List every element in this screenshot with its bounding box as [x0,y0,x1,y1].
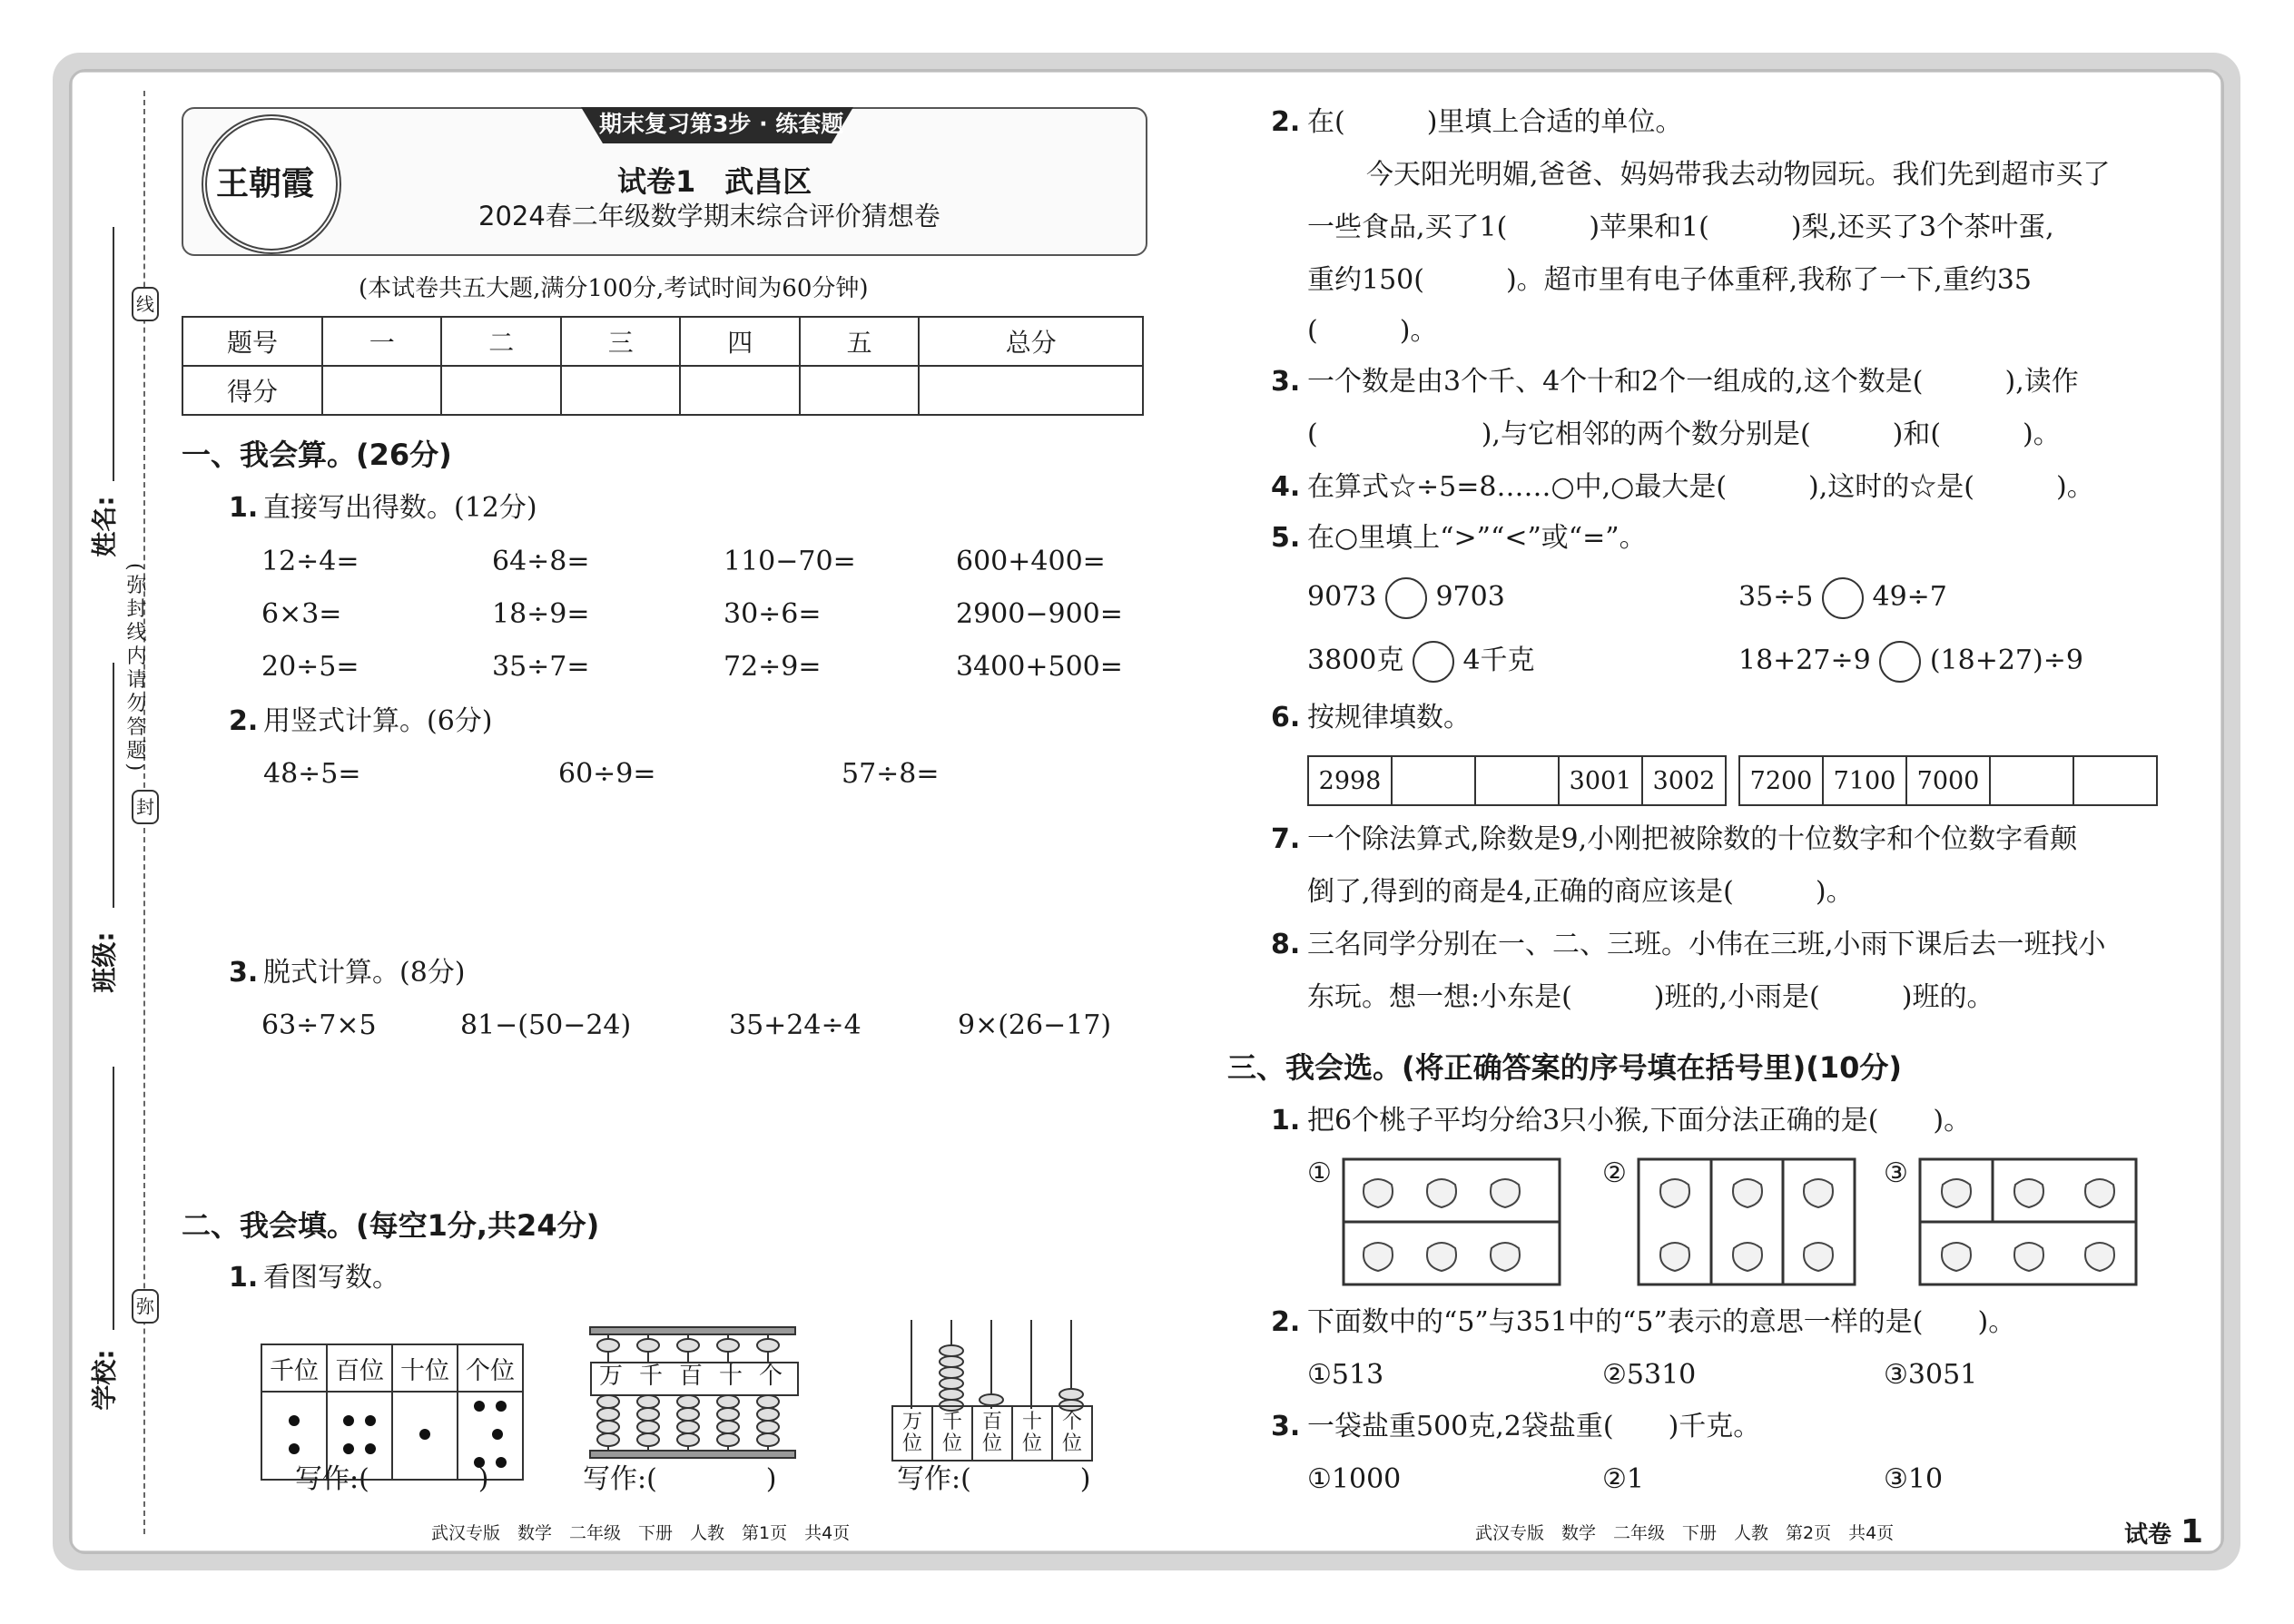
binding-tag-feng: 封 [132,790,159,824]
option-label[interactable]: ③10 [1884,1463,1944,1495]
write-answer-2[interactable]: 写作:( ) [583,1463,777,1495]
counter-dot [419,1429,430,1440]
place-value-header-row [261,1344,523,1392]
compare-left: 3800克 [1307,645,1404,676]
s2-q8-line: 三名同学分别在一、二、三班。小伟在三班,小雨下课后去一班找小 [1307,929,2106,960]
option-label[interactable]: ③ [1884,1157,1908,1189]
s2-q2-text: 在( )里填上合适的单位。 [1307,106,1683,138]
calc-item: 20÷5= [261,651,359,683]
score-cell: 得分 [182,366,322,415]
calc-item: 12÷4= [261,546,359,577]
s2-q4-num: 4. [1271,471,1301,503]
calc-item: 18÷9= [492,598,590,630]
compare-circle[interactable] [1385,577,1427,619]
sequence-cell: 7200 [1739,756,1823,805]
score-input[interactable] [680,366,799,415]
s2-q5-text: 在○里填上“>”“<”或“=”。 [1307,522,1647,554]
peach-option-3 [1918,1157,2138,1286]
counter-dot [343,1443,354,1454]
sequence-blank[interactable] [1392,756,1475,805]
place-header: 个位 [458,1344,523,1392]
peach-option-1 [1342,1157,1561,1286]
s2-q7-line: 倒了,得到的商是4,正确的商应该是( )。 [1307,876,1854,908]
peach-option-2 [1637,1157,1856,1286]
s2-q8-line: 东玩。想一想:小东是( )班的,小雨是( )班的。 [1307,981,1994,1013]
abacus-2-label: 千位 [932,1406,972,1461]
abacus-2-label-row [892,1406,1092,1461]
section2-title: 二、我会填。(每空1分,共24分) [182,1208,600,1243]
score-cell: 五 [800,317,919,366]
s2-q6-text: 按规律填数。 [1307,702,1471,733]
counter-dot [343,1415,354,1426]
compare-circle[interactable] [1822,577,1864,619]
abacus-1-label: 十 [719,1363,743,1390]
step-calc-item: 81−(50−24) [460,1009,632,1041]
s2-q7-line: 一个除法算式,除数是9,小刚把被除数的十位数字和个位数字看颠 [1307,823,2078,855]
sequence-cell: 3001 [1559,756,1642,805]
s2-q1-num: 1. [229,1262,259,1294]
write-answer-3[interactable]: 写作:( ) [897,1463,1091,1495]
sequence-row [1739,756,2157,805]
calc-item: 600+400= [956,546,1106,577]
compare-right: 4千克 [1462,645,1535,676]
score-cell: 题号 [182,317,322,366]
score-input[interactable] [561,366,680,415]
name-field-line[interactable] [113,227,114,481]
s1-q3-num: 3. [229,957,259,989]
counter-dot [492,1429,503,1440]
option-label[interactable]: ①1000 [1307,1463,1402,1495]
calc-item: 110−70= [724,546,856,577]
paper-subtitle: 2024春二年级数学期末综合评价猜想卷 [478,201,940,231]
sequence-table-2 [1738,755,2158,806]
compare-left: 18+27÷9 [1738,645,1871,676]
s2-q2-num: 2. [1271,106,1301,138]
score-table-header-row [182,317,1143,366]
sequence-cell: 7100 [1823,756,1906,805]
counter-dot [474,1401,485,1412]
s2-q4-text: 在算式☆÷5=8……○中,○最大是( ),这时的☆是( )。 [1307,471,2094,503]
calc-item: 30÷6= [724,598,822,630]
sequence-cell: 3002 [1642,756,1726,805]
s2-q2-passage-line: ( )。 [1307,315,1438,347]
sequence-blank[interactable] [1990,756,2073,805]
option-label[interactable]: ②5310 [1602,1359,1697,1391]
s2-q3-line: 一个数是由3个千、4个十和2个一组成的,这个数是( ),读作 [1307,366,2079,398]
compare-right: 49÷7 [1872,581,1947,613]
abacus-1-label: 百 [679,1363,704,1390]
step-calc-item: 9×(26−17) [958,1009,1112,1041]
class-field-line[interactable] [113,663,114,908]
counter-dot [496,1457,507,1468]
calc-item: 64÷8= [492,546,590,577]
s2-q6-num: 6. [1271,702,1301,733]
s1-q2-num: 2. [229,705,259,737]
series-banner-text: 期末复习第3步 · 练套题 [599,111,844,137]
brand-logo-text: 王朝霞 [216,164,315,202]
calc-item: 3400+500= [956,651,1123,683]
abacus-2-label: 个位 [1052,1406,1092,1461]
vertical-calc-item: 60÷9= [558,758,656,790]
counter-dot [289,1443,300,1454]
calc-item: 2900−900= [956,598,1123,630]
s2-q5-num: 5. [1271,522,1301,554]
score-input[interactable] [322,366,441,415]
s3-q1-text: 把6个桃子平均分给3只小猴,下面分法正确的是( )。 [1307,1105,1972,1137]
abacus-1-label: 千 [639,1363,664,1390]
s2-q7-num: 7. [1271,823,1301,855]
option-label[interactable]: ③3051 [1884,1359,1978,1391]
abacus-1-label: 个 [759,1363,783,1390]
sequence-table-1 [1307,755,1727,806]
option-label[interactable]: ② [1602,1157,1627,1189]
option-label[interactable]: ① [1307,1157,1332,1189]
step-calc-item: 63÷7×5 [261,1009,377,1041]
s1-q1-text: 直接写出得数。(12分) [263,492,537,524]
counter-dot [365,1443,376,1454]
sequence-row [1308,756,1726,805]
s2-q2-passage-line: 重约150( )。超市里有电子体重秤,我称了一下,重约35 [1307,264,2032,296]
s3-q3-text: 一袋盐重500克,2袋盐重( )千克。 [1307,1411,1761,1442]
option-label[interactable]: ②1 [1602,1463,1644,1495]
school-field-line[interactable] [113,1067,114,1330]
sequence-cell: 7000 [1906,756,1990,805]
vertical-calc-item: 48÷5= [263,758,361,790]
sequence-blank[interactable] [2073,756,2157,805]
place-header: 百位 [327,1344,392,1392]
score-table-score-row [182,366,1143,415]
binding-tag-mi: 弥 [132,1289,159,1324]
calc-item: 72÷9= [724,651,822,683]
s3-q1-num: 1. [1271,1105,1301,1137]
abacus-1-label: 万 [599,1363,624,1390]
s3-q2-num: 2. [1271,1306,1301,1338]
compare-circle[interactable] [1413,641,1454,683]
score-cell: 二 [441,317,560,366]
name-label: 姓名: [89,496,120,557]
counter-dot [496,1401,507,1412]
compare-item [1307,577,1505,619]
section3-title: 三、我会选。(将正确答案的序号填在括号里)(10分) [1227,1050,1903,1085]
compare-item [1307,641,1535,683]
paper-number: 1 [2181,1513,2204,1550]
s2-q3-line: ( ),与它相邻的两个数分别是( )和( )。 [1307,418,2061,450]
place-header: 千位 [261,1344,327,1392]
s2-q1-text: 看图写数。 [263,1262,399,1294]
write-answer-1[interactable]: 写作:( ) [295,1463,489,1495]
option-label[interactable]: ①513 [1307,1359,1384,1391]
abacus-2-label: 百位 [972,1406,1012,1461]
sequence-blank[interactable] [1475,756,1559,805]
vertical-calc-item: 57÷8= [842,758,940,790]
place-value-table [261,1343,524,1481]
section1-title: 一、我会算。(26分) [182,438,452,472]
s2-q3-num: 3. [1271,366,1301,398]
score-cell: 一 [322,317,441,366]
s1-q3-text: 脱式计算。(8分) [263,957,466,989]
compare-circle[interactable] [1879,641,1921,683]
score-input[interactable] [441,366,560,415]
compare-left: 35÷5 [1738,581,1814,613]
s2-q8-num: 8. [1271,929,1301,960]
s3-q2-text: 下面数中的“5”与351中的“5”表示的意思一样的是( )。 [1307,1306,2016,1338]
abacus-2-label: 十位 [1012,1406,1052,1461]
paper-label: 试卷 [2124,1521,2172,1549]
class-label: 班级: [89,931,120,993]
score-cell: 总分 [919,317,1143,366]
footer-right: 武汉专版 数学 二年级 下册 人教 第2页 共4页 [1475,1523,1895,1543]
binding-note: (弥封线内请勿答题) [123,563,146,775]
compare-right: (18+27)÷9 [1929,645,2083,676]
abacus-2-label: 万位 [892,1406,932,1461]
calc-item: 35÷7= [492,651,590,683]
s2-q2-passage-line: 一些食品,买了1( )苹果和1( )梨,还买了3个茶叶蛋, [1307,212,2054,243]
compare-right: 9703 [1435,581,1505,613]
counter-dot [289,1415,300,1426]
calc-item: 6×3= [261,598,342,630]
compare-item [1738,641,2083,683]
compare-item [1738,577,1947,619]
s2-q2-passage-line: 今天阳光明媚,爸爸、妈妈带我去动物园玩。我们先到超市买了 [1366,159,2111,191]
s1-q2-text: 用竖式计算。(6分) [263,705,493,737]
score-cell: 三 [561,317,680,366]
paper-title: 试卷1 武昌区 [617,164,812,199]
instructions: (本试卷共五大题,满分100分,考试时间为60分钟) [359,275,869,302]
s3-q3-num: 3. [1271,1411,1301,1442]
score-input[interactable] [800,366,919,415]
place-header: 十位 [392,1344,458,1392]
abacus-2-labels [891,1405,1093,1462]
compare-left: 9073 [1307,581,1377,613]
binding-tag-xian: 线 [132,287,159,321]
step-calc-item: 35+24÷4 [729,1009,861,1041]
score-table [182,316,1144,416]
s1-q1-num: 1. [229,492,259,524]
counter-dot [365,1415,376,1426]
sequence-cell: 2998 [1308,756,1392,805]
score-cell: 四 [680,317,799,366]
school-label: 学校: [89,1349,120,1411]
score-input[interactable] [919,366,1143,415]
footer-left: 武汉专版 数学 二年级 下册 人教 第1页 共4页 [431,1523,851,1543]
